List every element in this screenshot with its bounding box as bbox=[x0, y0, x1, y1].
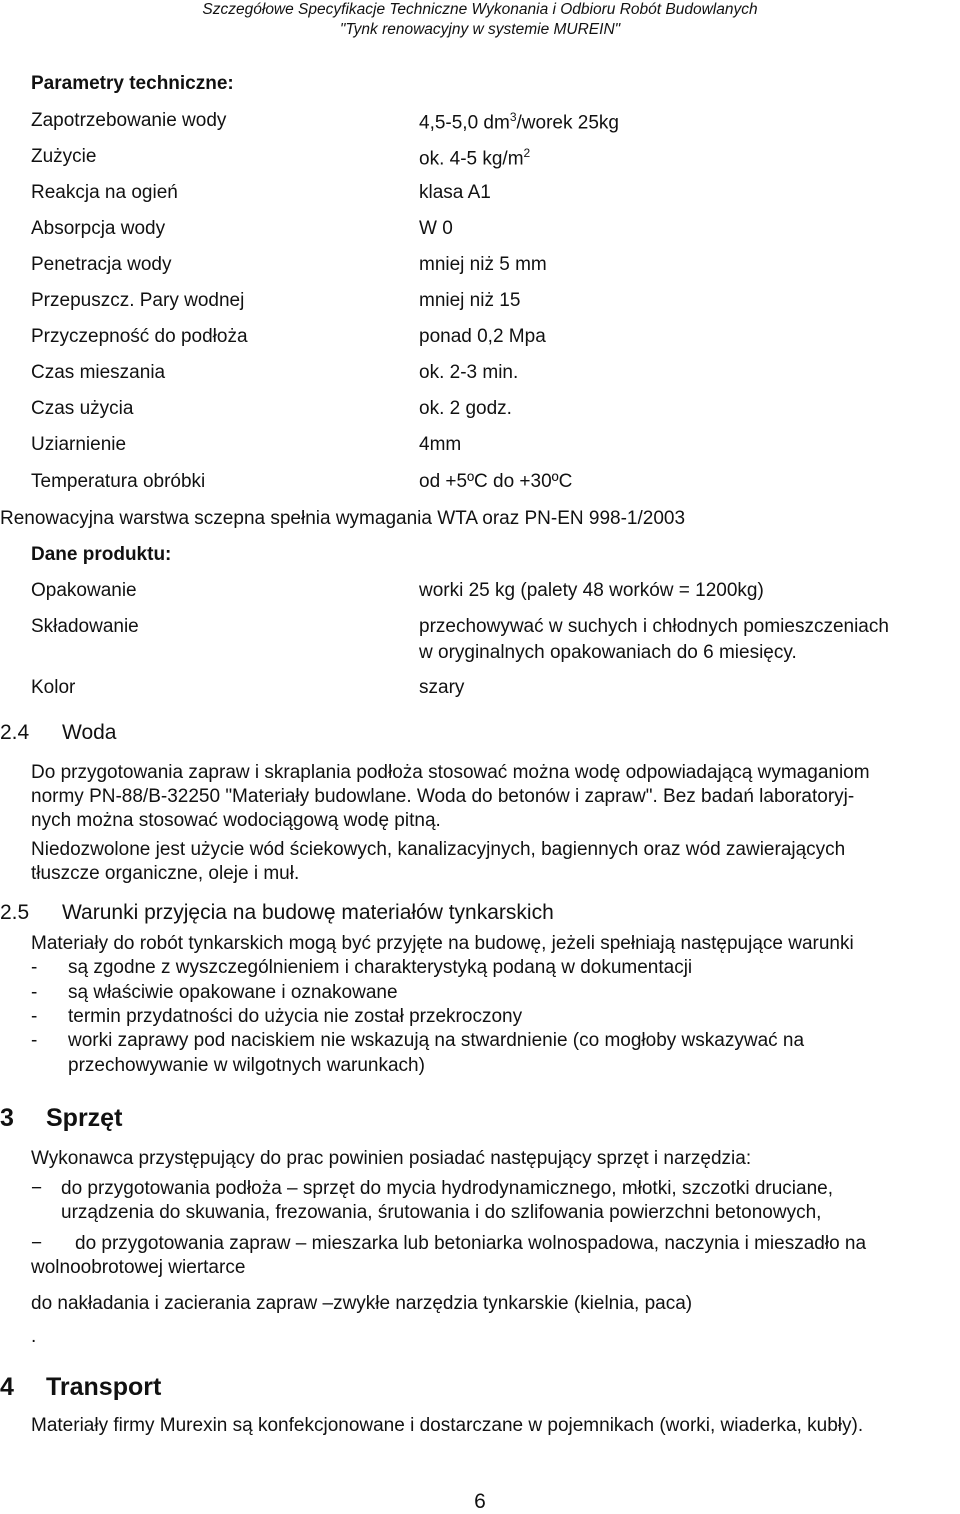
header-line-1: Szczegółowe Specyfikacje Techniczne Wykonania i Odbioru Robót Budowlanych bbox=[202, 1, 758, 18]
param-value: ok. 4-5 $kg/m^2$ bbox=[419, 146, 531, 170]
product-label: Opakowanie bbox=[31, 580, 137, 601]
param-value: 4,5-5,0 $dm^3$/worek 25kg bbox=[419, 110, 619, 134]
param-label: Uziarnienie bbox=[31, 434, 127, 455]
section-2-4-title: Woda bbox=[62, 721, 117, 744]
list-dash: - bbox=[31, 982, 38, 1003]
section-4-title: Transport bbox=[46, 1373, 162, 1401]
param-label: Przyczepność do podłoża bbox=[31, 326, 248, 347]
list-dash: - bbox=[31, 957, 38, 978]
list-dash: − bbox=[31, 1178, 43, 1199]
list-item: worki zaprawy pod naciskiem nie wskazują na stwardnienie (co mogłoby wskazywać na bbox=[68, 1030, 805, 1051]
list-item: są właściwie opakowane i oznakowane bbox=[68, 982, 398, 1003]
param-label: Absorpcja wody bbox=[31, 218, 166, 239]
compliance-statement: Renowacyjna warstwa sczepna spełnia wymagania WTA oraz PN-EN 998-1/2003 bbox=[0, 508, 686, 529]
list-dash: − bbox=[31, 1233, 43, 1254]
list-item: termin przydatności do użycia nie został przekroczony bbox=[68, 1006, 523, 1027]
tech-params-heading: Parametry techniczne: bbox=[31, 73, 234, 94]
section-2-5-number: 2.5 bbox=[0, 901, 30, 924]
section-2-4-number: 2.4 bbox=[0, 721, 30, 744]
product-label: Składowanie bbox=[31, 616, 139, 637]
param-label: Zapotrzebowanie wody bbox=[31, 110, 227, 131]
list-dash: - bbox=[31, 1006, 38, 1027]
param-value: W 0 bbox=[419, 218, 453, 239]
param-value: klasa A1 bbox=[419, 182, 491, 203]
product-value: przechowywać w suchych i chłodnych pomieszczeniach bbox=[419, 616, 889, 637]
section-4-number: 4 bbox=[0, 1373, 14, 1401]
param-label: Czas mieszania bbox=[31, 362, 166, 383]
page-number: 6 bbox=[474, 1490, 486, 1513]
header-line-2: "Tynk renowacyjny w systemie MUREIN" bbox=[339, 21, 621, 38]
param-label: Reakcja na ogień bbox=[31, 182, 178, 203]
section-2-4-para1-line: Do przygotowania zapraw i skraplania podłoża stosować można wodę odpowiadającą wymaganiom bbox=[31, 762, 870, 783]
section-3-intro: Wykonawca przystępujący do prac powinien posiadać następujący sprzęt i narzędzia: bbox=[31, 1148, 752, 1169]
param-value: ok. 2 godz. bbox=[419, 398, 512, 419]
running-header bbox=[0, 0, 960, 40]
equipment-item-1: do przygotowania podłoża – sprzęt do mycia hydrodynamicznego, młotki, szczotki druciane, bbox=[61, 1178, 833, 1199]
product-value: szary bbox=[419, 677, 465, 698]
param-value: od +5ºC do +30ºC bbox=[419, 471, 573, 492]
param-value: ponad 0,2 Mpa bbox=[419, 326, 546, 347]
product-value-cont: w oryginalnych opakowaniach do 6 miesięcy. bbox=[419, 642, 797, 663]
param-value: 4mm bbox=[419, 434, 462, 455]
list-dash: - bbox=[31, 1030, 38, 1051]
param-label: Penetracja wody bbox=[31, 254, 172, 275]
stray-dot: . bbox=[31, 1326, 37, 1347]
section-2-4-para1-line: normy PN-88/B-32250 "Materiały budowlane. Woda do betonów i zapraw". Bez badań laboratoryj- bbox=[31, 786, 855, 807]
equipment-item-2: do przygotowania zapraw – mieszarka lub betoniarka wolnospadowa, naczynia i mieszadło na bbox=[75, 1233, 867, 1254]
product-label: Kolor bbox=[31, 677, 76, 698]
section-2-5-title: Warunki przyjęcia na budowę materiałów tynkarskich bbox=[62, 901, 554, 924]
param-label: Temperatura obróbki bbox=[31, 471, 206, 492]
section-2-5-intro: Materiały do robót tynkarskich mogą być przyjęte na budowę, jeżeli spełniają następujące warunki bbox=[31, 933, 854, 954]
param-label: Zużycie bbox=[31, 146, 97, 167]
param-value: mniej niż 15 bbox=[419, 290, 521, 311]
param-value: mniej niż 5 mm bbox=[419, 254, 547, 275]
section-3-number: 3 bbox=[0, 1104, 14, 1132]
equipment-item-1-cont: urządzenia do skuwania, frezowania, śrutowania i do szlifowania powierzchni betonowych, bbox=[61, 1202, 822, 1223]
section-3-title: Sprzęt bbox=[46, 1104, 123, 1132]
list-item: są zgodne z wyszczególnieniem i charakterystyką podaną w dokumentacji bbox=[68, 957, 693, 978]
param-label: Przepuszcz. Pary wodnej bbox=[31, 290, 245, 311]
equipment-tail: do nakładania i zacierania zapraw –zwykłe narzędzia tynkarskie (kielnia, paca) bbox=[31, 1293, 693, 1314]
section-2-4-para1-line: nych można stosować wodociągową wodę pitną. bbox=[31, 810, 441, 831]
equipment-item-2-cont: wolnoobrotowej wiertarce bbox=[31, 1257, 246, 1278]
product-heading: Dane produktu: bbox=[31, 544, 172, 565]
list-item-cont: przechowywanie w wilgotnych warunkach) bbox=[68, 1055, 425, 1076]
section-2-4-para2-line: tłuszcze organiczne, oleje i muł. bbox=[31, 863, 300, 884]
param-value: ok. 2-3 min. bbox=[419, 362, 519, 383]
product-value: worki 25 kg (palety 48 worków = 1200kg) bbox=[419, 580, 764, 601]
param-label: Czas użycia bbox=[31, 398, 134, 419]
section-2-4-para2-line: Niedozwolone jest użycie wód ściekowych, kanalizacyjnych, bagiennych oraz wód zawierających bbox=[31, 839, 846, 860]
section-4-text: Materiały firmy Murexin są konfekcjonowane i dostarczane w pojemnikach (worki, wiaderka, kubły). bbox=[31, 1415, 864, 1436]
